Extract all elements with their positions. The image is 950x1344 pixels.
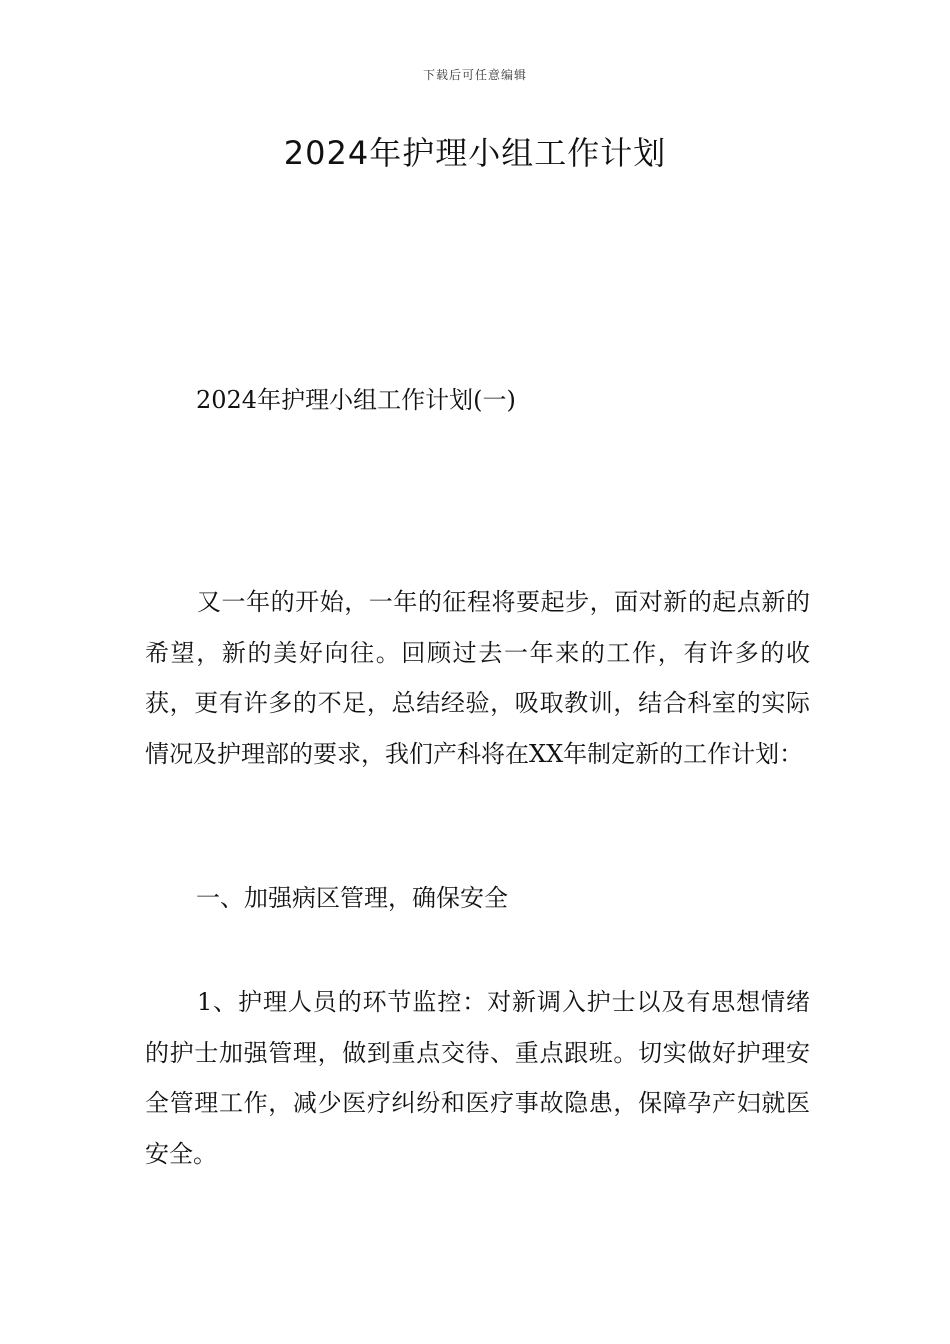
header-note: 下载后可任意编辑 — [422, 68, 527, 82]
intro-paragraph: 又一年的开始，一年的征程将要起步，面对新的起点新的希望，新的美好向往。回顾过去一年来的工作，有许多的收获，更有许多的不足，总结经验，吸取教训，结合科室的实际情况及护理部的要求，我们产科将在XX年制定新的工作计划： — [145, 588, 810, 768]
document-title: 2024年护理小组工作计划 — [283, 134, 667, 172]
heading-one: 一、加强病区管理，确保安全 — [196, 884, 508, 912]
section-title: 2024年护理小组工作计划(一) — [196, 386, 516, 414]
item-one-paragraph: 1、护理人员的环节监控：对新调入护士以及有思想情绪的护士加强管理，做到重点交待、重点跟班。切实做好护理安全管理工作，减少医疗纠纷和医疗事故隐患，保障孕产妇就医安全。 — [145, 988, 810, 1168]
